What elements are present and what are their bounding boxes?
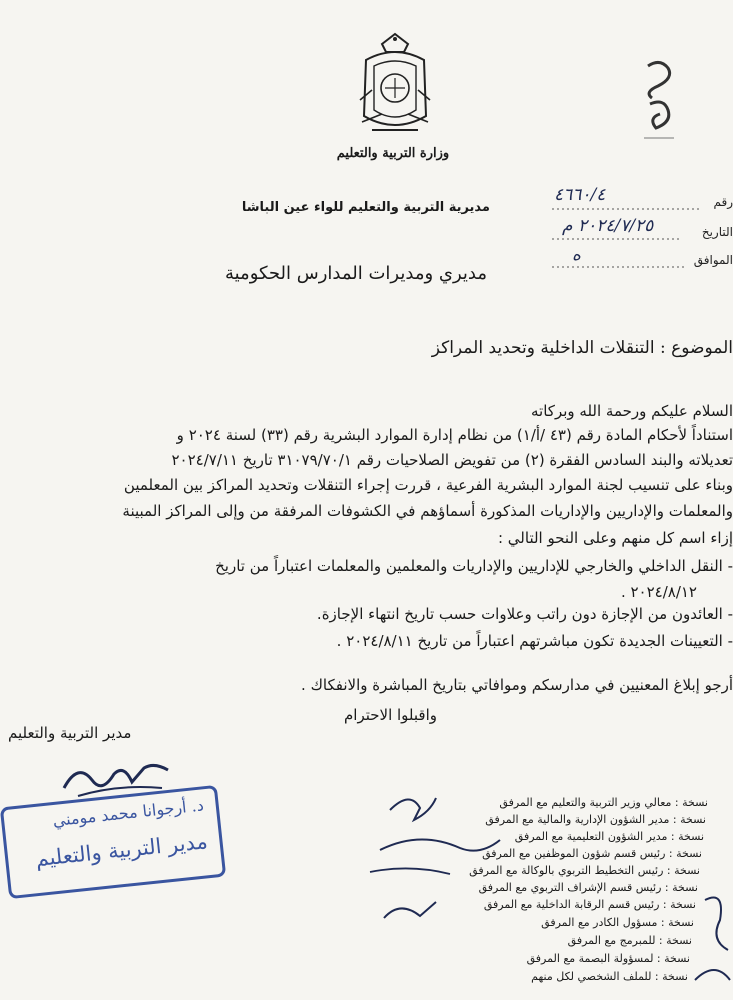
- signer-title: مدير التربية والتعليم: [8, 724, 132, 742]
- copy-line: نسخة : رئيس التخطيط التربوي بالوكالة مع المرفق: [469, 864, 700, 877]
- body-paragraph-line: والمعلمات والإداريين والإداريات المذكورة أسماؤهم في الكشوفات المرفقة من وإلى المراكز المبينة: [122, 502, 733, 520]
- body-paragraph-line: استناداً لأحكام المادة رقم (٤٣ /أ/١) من نظام إدارة الموارد البشرية رقم (٣٣) لسنة ٢٠٢٤ و: [176, 426, 733, 444]
- greeting: السلام عليكم ورحمة الله وبركاته: [531, 402, 733, 420]
- stamp-name: د. أرجوانا محمد مومني: [51, 795, 205, 831]
- subject-line: الموضوع : التنقلات الداخلية وتحديد المراكز: [431, 338, 733, 358]
- body-paragraph-line: وبناء على تنسيب لجنة الموارد البشرية الفرعية ، قررت إجراء التنقلات وتحديد المراكز بين المعلمين: [123, 476, 733, 494]
- copy-line: نسخة : مدير الشؤون الإدارية والمالية مع المرفق: [485, 813, 706, 826]
- copy-line: نسخة : مسؤول الكادر مع المرفق: [541, 916, 694, 929]
- copy-line: نسخة : للملف الشخصي لكل منهم: [531, 970, 688, 983]
- decision-item: - التعيينات الجديدة تكون مباشرتهم اعتباراً من تاريخ ٢٠٢٤/٨/١١ .: [336, 632, 733, 650]
- decision-item: - العائدون من الإجازة دون راتب وعلاوات حسب تاريخ انتهاء الإجازة.: [316, 605, 733, 623]
- copy-line: نسخة : رئيس قسم الرقابة الداخلية مع المرفق: [483, 898, 696, 911]
- ministry-logo-icon: [634, 58, 684, 148]
- copy-line: نسخة : رئيس قسم شؤون الموظفين مع المرفق: [482, 847, 702, 860]
- ministry-name: وزارة التربية والتعليم: [336, 146, 450, 161]
- handwritten-annotations: [340, 790, 733, 1000]
- addressee: مديري ومديرات المدارس الحكومية: [224, 263, 487, 284]
- request-line: أرجو إبلاغ المعنيين في مدارسكم وموافاتي بتاريخ المباشرة والانفكاك .: [301, 676, 733, 694]
- coat-of-arms-icon: [352, 30, 438, 138]
- copy-line: نسخة : لمسؤولة البصمة مع المرفق: [526, 952, 690, 965]
- body-paragraph-line: تعديلاته والبند السادس الفقرة (٢) من تفويض الصلاحيات رقم ٣١٠٧٩/٧٠/١ تاريخ ٢٠٢٤/٧/١١: [171, 451, 733, 469]
- decision-item: - النقل الداخلي والخارجي للإداريين والإداريات والمعلمين والمعلمات اعتباراً من تاريخ: [215, 557, 733, 575]
- reference-hijri-label: الموافق: [693, 253, 733, 267]
- copy-line: نسخة : مدير الشؤون التعليمية مع المرفق: [514, 830, 704, 843]
- reference-date-label: التاريخ: [701, 225, 733, 239]
- copy-line: نسخة : رئيس قسم الإشراف التربوي مع المرفق: [478, 881, 698, 894]
- reference-number-value: ٤٦٦٠/٤: [554, 185, 606, 205]
- closing-line: واقبلوا الاحترام: [343, 706, 437, 724]
- reference-dotted-lines: [552, 183, 733, 278]
- copy-line: نسخة : للمبرمج مع المرفق: [567, 934, 692, 947]
- body-paragraph-line: إزاء اسم كل منهم وعلى النحو التالي :: [497, 529, 733, 547]
- decision-item-continuation: ٢٠٢٤/٨/١٢ .: [620, 583, 697, 601]
- reference-number-label: رقم: [713, 195, 733, 209]
- reference-hijri-value: ه: [572, 245, 581, 265]
- directorate-name: مديرية التربية والتعليم للواء عين الباشا: [241, 200, 490, 215]
- reference-date-value: ٢٠٢٤/٧/٢٥ م: [562, 216, 654, 236]
- official-stamp: [0, 785, 226, 899]
- copy-line: نسخة : معالي وزير التربية والتعليم مع المرفق: [499, 796, 708, 809]
- stamp-title: مدير التربية والتعليم: [34, 829, 209, 872]
- reference-block: [552, 183, 733, 278]
